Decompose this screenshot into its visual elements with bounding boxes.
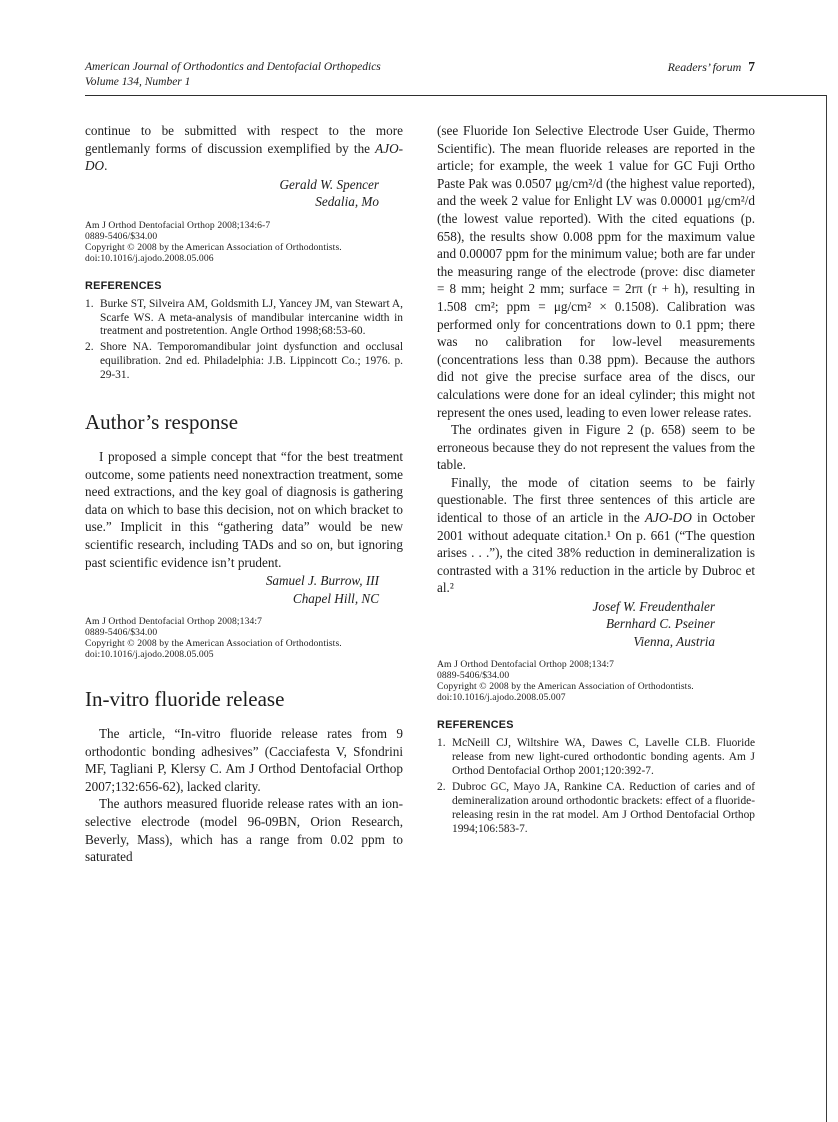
imprint-block — [85, 616, 403, 660]
reference-item — [437, 737, 755, 779]
fluoride-paragraph-2: The authors measured fluoride release rates with an ion-selective electrode (model 96-09BN, Orion Research, Beverly, Mass), which has a range from 0.02 ppm to saturated — [85, 796, 403, 865]
signature-name: Samuel J. Burrow, III — [265, 573, 379, 589]
fluoride-paragraph-4: The ordinates given in Figure 2 (p. 658) seem to be erroneous because they do not represent the values from the table. — [437, 422, 755, 473]
reference-number: 2. — [437, 780, 446, 793]
journal-title: American Journal of Orthodontics and Dentofacial Orthopedics — [85, 61, 381, 73]
paragraph-text-end: . — [104, 158, 108, 174]
section-title: Readers’ forum — [667, 60, 742, 74]
letter-continuation-paragraph — [85, 122, 403, 175]
imprint-citation: Am J Orthod Dentofacial Orthop 2008;134:6-7 — [85, 219, 271, 231]
imprint-doi: doi:10.1016/j.ajodo.2008.05.006 — [85, 252, 214, 264]
reference-number: 1. — [85, 297, 94, 310]
journal-masthead — [85, 60, 381, 89]
fluoride-paragraph-3: (see Fluoride Ion Selective Electrode User Guide, Thermo Scientific). The mean fluoride releases are reported in the article; for example, the week 1 value for GC Fuji Ortho Paste Pak was 0.0507 μg/cm²/d (the highest value reported), and the week 2 value for Enlight LV was 0.00001 μg/cm²/d (the lowest value reported). With the cited equations (p. 658), the results show 0.008 ppm for the maximum value and 0.00007 ppm for the minimum value; both are far under the measuring range of the electrode (prove: disc diameter = 8 mm; height 2 mm; surface = 2rπ (r + h), resulting in 1.508 cm²; ppm = μg/cm² × 0.1508). Calibration was performed only for concentrations down to 0.1 ppm; there was no calibration for low-level measurements (concentrations less than 0.38 ppm). Because the authors did not give the precise surface area of the discs, our calculations were done for an ideal cylinder; this might not represent the ones used, leading to even lower release rates. — [437, 123, 755, 420]
content-columns — [85, 122, 755, 866]
imprint-copyright: Copyright © 2008 by the American Association of Orthodontists. — [437, 681, 694, 693]
reference-text: Shore NA. Temporomandibular joint dysfunction and occlusal equilibration. 2nd ed. Philadelphia: J.B. Lippincott Co.; 1976. p. 29-31. — [100, 341, 403, 382]
references-list — [437, 737, 755, 836]
paragraph-text: Finally, the mode of citation seems to be fairly questionable. The first three sentences of this article are identical to those of an article in the — [437, 474, 755, 526]
imprint-issn: 0889-5406/$34.00 — [85, 230, 158, 242]
signature-name: Bernhard C. Pseiner — [605, 616, 715, 632]
journal-abbrev-italic: AJO-DO — [644, 510, 692, 526]
page-header — [85, 60, 755, 89]
imprint-doi: doi:10.1016/j.ajodo.2008.05.005 — [85, 649, 214, 660]
references-heading: REFERENCES — [85, 279, 162, 292]
paragraph-text-end: in October 2001 without adequate citation.¹ On p. 661 (“The question arises . . .”), the cited 38% reduction in demineralization is contrasted with a 31% reduction in the article by Dubroc et al.² — [437, 510, 756, 596]
signature-place: Vienna, Austria — [633, 633, 715, 649]
signature-name: Josef W. Freudenthaler — [592, 599, 715, 615]
header-rule — [85, 95, 827, 96]
imprint-copyright: Copyright © 2008 by the American Association of Orthodontists. — [85, 241, 342, 253]
imprint-issn: 0889-5406/$34.00 — [437, 670, 510, 682]
right-column — [437, 122, 755, 866]
signature-block-burrow — [85, 572, 403, 607]
reference-text: McNeill CJ, Wiltshire WA, Dawes C, Lavelle CLB. Fluoride release from new light-cured orthodontic bonding agents. Am J Orthod Dentofacial Orthop 2001;120:392-7. — [452, 737, 755, 778]
journal-volume-line: Volume 134, Number 1 — [85, 75, 191, 88]
left-column — [85, 122, 403, 866]
authors-response-paragraph: I proposed a simple concept that “for the best treatment outcome, some patients need nonextraction treatment, some need extractions, and the key goal of diagnosis is gathering data on which to base this decision, not on which bracket to use.” Implicit in this “gathering data” would be new scientific research, including TADs and so on, but ignoring past scientific evidence isn’t prudent. — [85, 449, 403, 570]
imprint-block — [437, 659, 755, 703]
reference-text: Burke ST, Silveira AM, Goldsmith LJ, Yancey JM, van Stewart A, Scarfe WS. A meta-analysis of mandibular intercanine width in treatment and postretention. Angle Orthod 1998;68:53-60. — [100, 297, 403, 338]
paragraph-text: continue to be submitted with respect to the more gentlemanly forms of discussion exemplified by the — [85, 123, 403, 156]
fluoride-paragraph-1: The article, “In-vitro fluoride release rates from 9 orthodontic bonding adhesives” (Cacciafesta V, Sfondrini MF, Tagliani P, Klersy C. Am J Orthod Dentofacial Orthop 2007;132:656-62), lacked clarity. — [85, 726, 403, 794]
reference-text: Dubroc GC, Mayo JA, Rankine CA. Reduction of caries and of demineralization around orthodontic brackets: effect of a fluoride-releasing resin in the rat model. Am J Orthod Dentofacial Orthop 1994;106:583-7. — [452, 780, 755, 835]
reference-item — [85, 298, 403, 340]
journal-abbrev-italic: AJO-DO — [85, 140, 403, 174]
signature-name: Gerald W. Spencer — [279, 176, 379, 192]
references-heading: REFERENCES — [437, 719, 514, 732]
signature-place: Sedalia, Mo — [315, 194, 379, 210]
imprint-copyright: Copyright © 2008 by the American Association of Orthodontists. — [85, 638, 342, 649]
running-head — [668, 60, 755, 75]
imprint-issn: 0889-5406/$34.00 — [85, 627, 158, 638]
reference-item — [437, 781, 755, 837]
reference-item — [85, 341, 403, 383]
signature-block-freudenthaler — [437, 598, 755, 650]
reference-number: 2. — [85, 341, 94, 354]
imprint-doi: doi:10.1016/j.ajodo.2008.05.007 — [437, 692, 566, 704]
fluoride-paragraph-5 — [437, 474, 755, 597]
page-number: 7 — [748, 59, 755, 74]
reference-number: 1. — [437, 737, 446, 750]
signature-block-spencer — [85, 176, 403, 211]
imprint-block — [85, 220, 403, 264]
signature-place: Chapel Hill, NC — [292, 590, 379, 606]
section-heading-fluoride: In-vitro fluoride release — [85, 687, 285, 711]
section-heading-authors-response: Author’s response — [85, 410, 239, 435]
references-list — [85, 298, 403, 383]
right-edge-rule — [826, 95, 827, 1122]
imprint-citation: Am J Orthod Dentofacial Orthop 2008;134:7 — [85, 616, 263, 627]
imprint-citation: Am J Orthod Dentofacial Orthop 2008;134:7 — [437, 659, 615, 671]
